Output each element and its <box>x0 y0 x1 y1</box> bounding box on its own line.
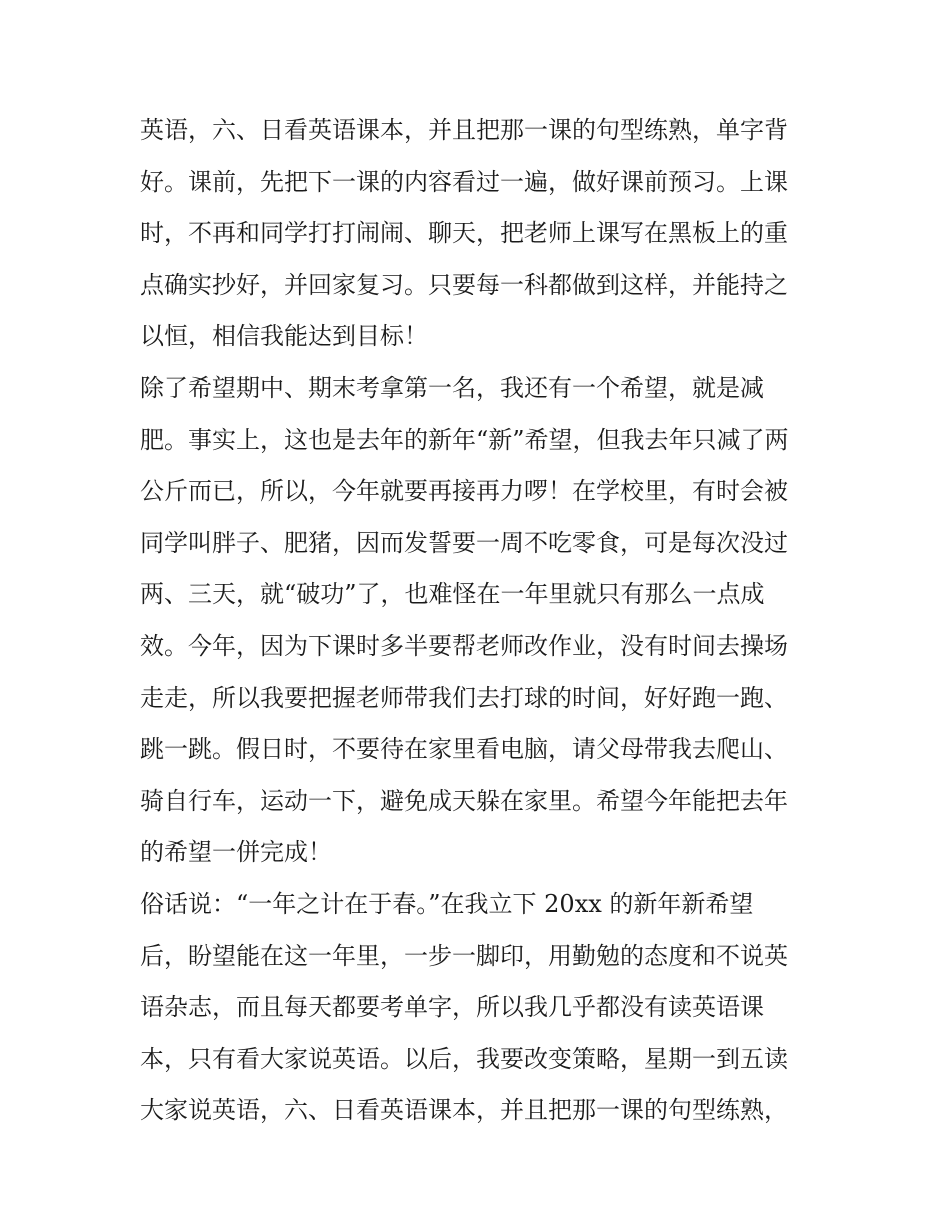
text-line: 语杂志，而且每天都要考单字，所以我几乎都没有读英语课 <box>140 993 764 1022</box>
text-line: 跳一跳。假日时，不要待在家里看电脑，请父母带我去爬山、 <box>140 735 788 764</box>
body-text <box>140 105 820 1137</box>
text-line: 以恒，相信我能达到目标！ <box>140 322 428 351</box>
text-line: 俗话说：“一年之计在于春。”在我立下 20xx 的新年新希望 <box>140 889 754 918</box>
text-line: 点确实抄好，并回家复习。只要每一科都做到这样，并能持之 <box>140 270 788 299</box>
text-line: 本，只有看大家说英语。以后，我要改变策略，星期一到五读 <box>140 1044 788 1073</box>
text-line: 时，不再和同学打打闹闹、聊天，把老师上课写在黑板上的重 <box>140 219 788 248</box>
text-line: 两、三天，就“破功”了，也难怪在一年里就只有那么一点成 <box>140 580 765 609</box>
text-line: 效。今年，因为下课时多半要帮老师改作业，没有时间去操场 <box>140 631 788 660</box>
text-line: 走走，所以我要把握老师带我们去打球的时间，好好跑一跑、 <box>140 683 788 712</box>
text-line: 除了希望期中、期末考拿第一名，我还有一个希望，就是减 <box>140 373 764 402</box>
text-line: 骑自行车，运动一下，避免成天躲在家里。希望今年能把去年 <box>140 786 788 815</box>
text-line: 后，盼望能在这一年里，一步一脚印，用勤勉的态度和不说英 <box>140 941 788 970</box>
text-line: 大家说英语，六、日看英语课本，并且把那一课的句型练熟， <box>140 1096 788 1125</box>
text-line: 好。课前，先把下一课的内容看过一遍，做好课前预习。上课 <box>140 167 788 196</box>
text-line: 肥。事实上，这也是去年的新年“新”希望，但我去年只减了两 <box>140 425 789 454</box>
text-line: 同学叫胖子、肥猪，因而发誓要一周不吃零食，可是每次没过 <box>140 528 788 557</box>
text-line: 公斤而已，所以，今年就要再接再力啰！在学校里，有时会被 <box>140 477 788 506</box>
text-line: 英语，六、日看英语课本，并且把那一课的句型练熟，单字背 <box>140 116 788 144</box>
text-line: 的希望一併完成！ <box>140 838 332 867</box>
